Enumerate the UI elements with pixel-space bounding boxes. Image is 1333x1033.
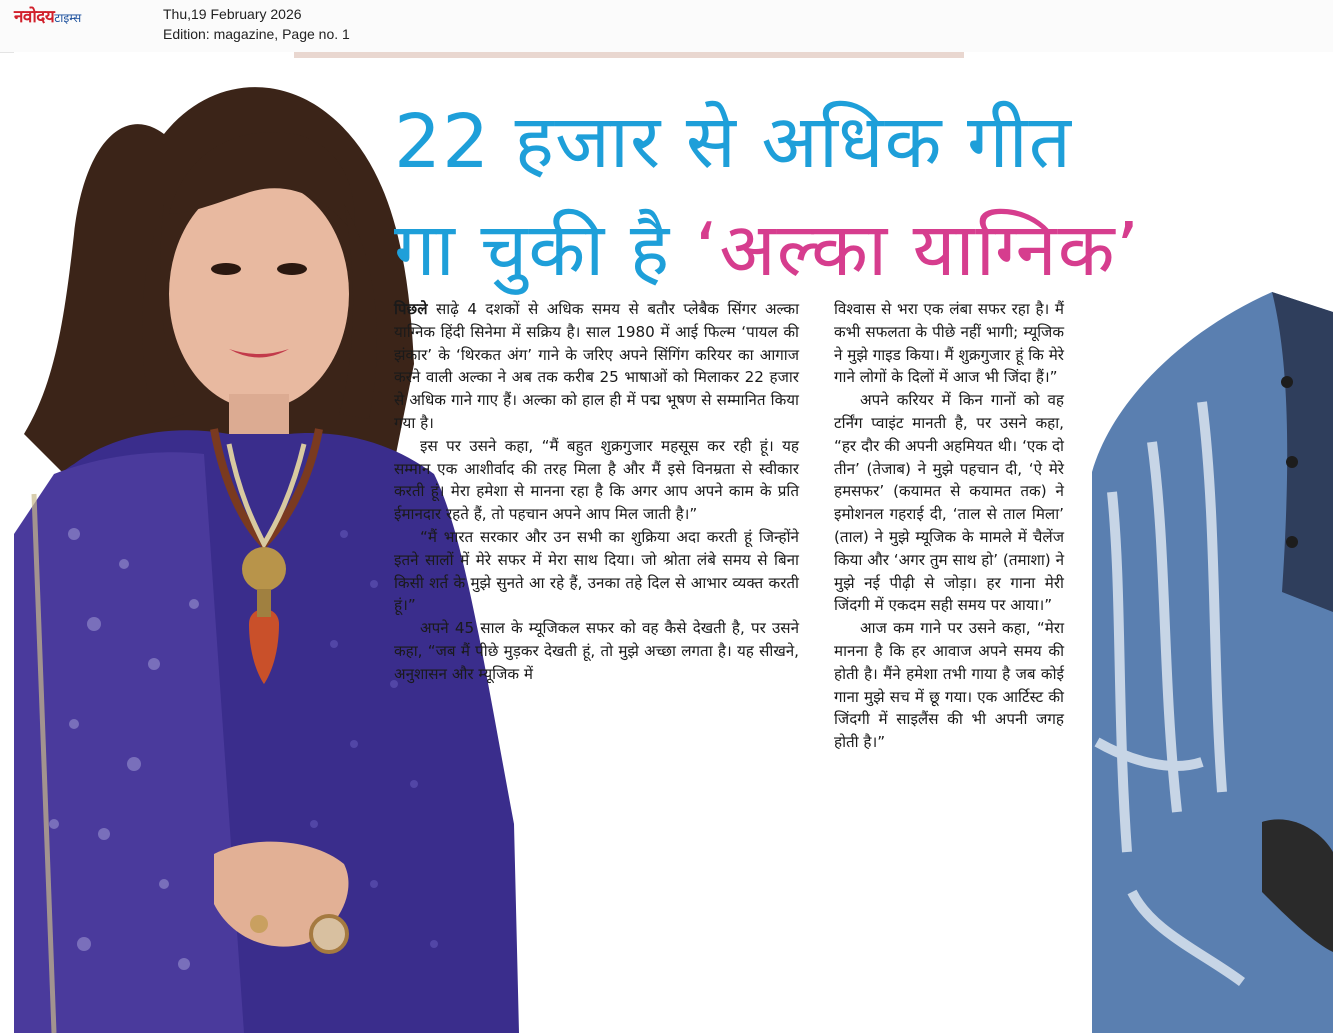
logo-main-text: नवोदय bbox=[14, 7, 55, 27]
headline-highlight: ‘अल्का याग्निक’ bbox=[694, 207, 1141, 293]
edition-info bbox=[163, 4, 350, 44]
paragraph: इस पर उसने कहा, “मैं बहुत शुक्रगुजार महसूस कर रही हूं। यह सम्मान एक आशीर्वाद की तरह मिला है और मैं इसे विनम्रता से स्वीकार करती हूं। मेरा हमेशा से मानना रहा है कि अगर आप अपने काम के प्रति ईमानदार रहते हैं, तो पहचान अपने आप मिल जाती है।” bbox=[394, 436, 799, 524]
paragraph: “मैं भारत सरकार और उन सभी का शुक्रिया अदा करती हूं जिन्होंने इतने सालों में मेरे सफर में मेरा साथ दिया। जो श्रोता लंबे समय से बिना किसी शर्त के मुझे सुनते आ रहे हैं, उनका तहे दिल से आभार व्यक्त करती हूं।” bbox=[394, 527, 799, 615]
headline-line-2a: गा चुकी है bbox=[394, 207, 695, 293]
newspaper-logo[interactable] bbox=[14, 4, 144, 46]
article-column-1 bbox=[394, 298, 799, 686]
top-decor-stripe bbox=[294, 52, 964, 58]
headline-line-2 bbox=[394, 196, 1333, 304]
paragraph bbox=[394, 298, 799, 435]
epaper-toolbar bbox=[0, 0, 1333, 53]
logo-sub-text: टाइम्स bbox=[54, 11, 82, 25]
article-column-2 bbox=[834, 298, 1064, 754]
lead-word: पिछले bbox=[394, 300, 428, 318]
paragraph: आज कम गाने पर उसने कहा, “मेरा मानना है कि हर आवाज अपने समय की होती है। मैंने हमेशा तभी गाया है जब कोई गाना मुझे सच में छू गया। एक आर्टिस्ट की जिंदगी में साइलैंस की भी अपनी जगह होती है।” bbox=[834, 619, 1064, 752]
paragraph: अपने 45 साल के म्यूजिकल सफर को वह कैसे देखती है, पर उसने कहा, “जब मैं पीछे मुड़कर देखती हूं, तो मुझे अच्छा लगता है। यह सीखने, अनुशासन और म्यूजिक में bbox=[394, 619, 799, 683]
article-headline bbox=[394, 88, 1333, 304]
edition-page: Edition: magazine, Page no. 1 bbox=[163, 26, 350, 42]
co-star-photo bbox=[1092, 292, 1333, 1033]
paragraph: अपने करियर में किन गानों को वह टर्निंग प्वाइंट मानती है, पर उसने कहा, “हर दौर की अपनी अहमियत थी। ‘एक दो तीन’ (तेजाब) ने मुझे पहचान दी, ‘ऐ मेरे हमसफर’ (कयामत से कयामत तक) ने इमोशनल गहराई दी, ‘ताल से ताल मिला’ (ताल) ने मुझे म्यूजिक के मामले में चैलेंज किया और ‘अगर तुम साथ हो’ (तमाशा) ने मुझे नई पीढ़ी से जोड़ा। हर गाना मेरी जिंदगी में एकदम सही समय पर आया।” bbox=[834, 391, 1064, 615]
paragraph: विश्वास से भरा एक लंबा सफर रहा है। मैं कभी सफलता के पीछे नहीं भागी; म्यूजिक ने मुझे गाइड किया। मैं शुक्रगुजार हूं कि मेरे गाने लोगों के दिलों में आज भी जिंदा हैं।” bbox=[834, 300, 1064, 387]
newspaper-page bbox=[14, 52, 1333, 1033]
headline-line-1: 22 हजार से अधिक गीत bbox=[394, 99, 1072, 185]
edition-date: Thu,19 February 2026 bbox=[163, 6, 302, 22]
paragraph-text: साढ़े 4 दशकों से अधिक समय से बतौर प्लेबैक सिंगर अल्का याग्निक हिंदी सिनेमा में सक्रिय है। साल 1980 में आई फिल्म ‘पायल की झंकार’ के ‘थिरकत अंग’ गाने के जरिए अपने सिंगिंग करियर का आगाज करने वाली अल्का ने अब तक करीब 25 भाषाओं को मिलाकर 22 हजार से अधिक गाने गाए हैं। अल्का को हाल ही में पद्म भूषण से सम्मानित किया गया है। bbox=[394, 300, 799, 432]
